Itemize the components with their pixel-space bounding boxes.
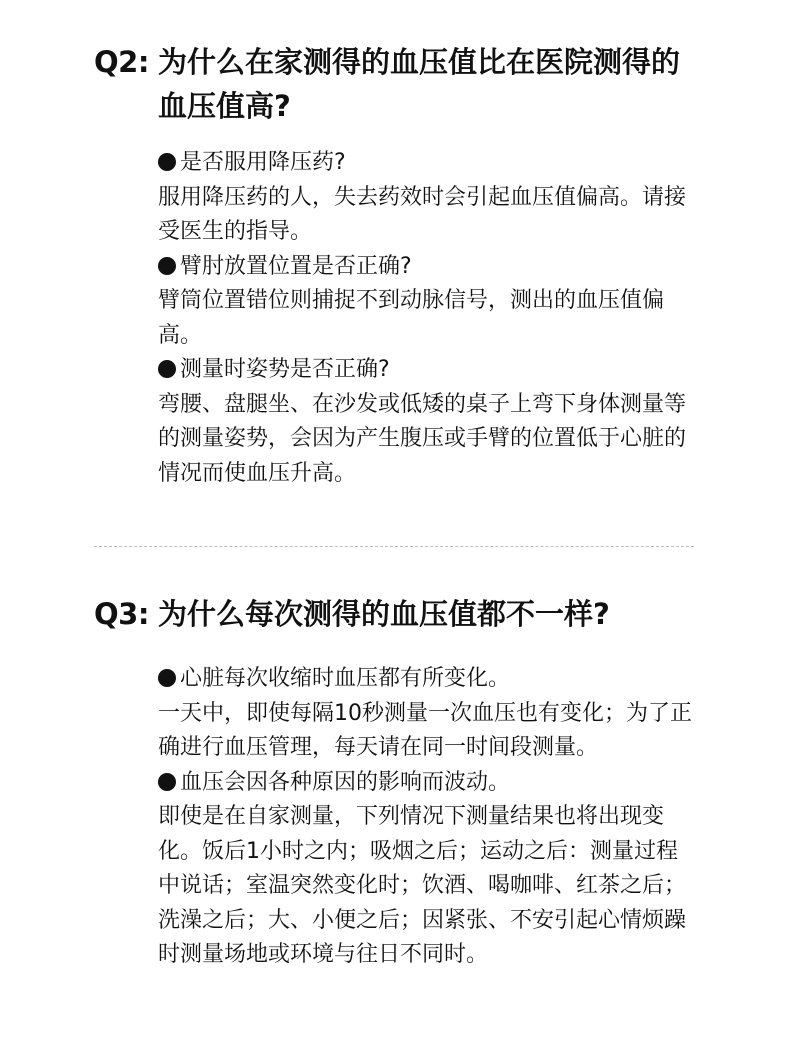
q2-title: 为什么在家测得的血压值比在医院测得的血压值高? <box>158 45 681 123</box>
q2-item-1-heading <box>158 146 698 181</box>
q2-answer <box>158 146 698 491</box>
q2-label: Q2: <box>94 45 149 79</box>
q2-item-2-heading-text: 臂肘放置位置是否正确? <box>180 253 412 279</box>
bullet-dot-icon <box>158 257 176 275</box>
bullet-dot-icon <box>158 360 176 378</box>
q2-item-1-heading-text: 是否服用降压药? <box>180 150 346 175</box>
q3-question <box>94 592 698 636</box>
q2-item-3-heading <box>158 353 698 388</box>
q2-item-2-text: 臂筒位置错位则捕捉不到动脉信号，测出的血压值偏高。 <box>158 288 665 348</box>
q3-item-1-heading <box>158 662 698 697</box>
q3-title: 为什么每次测得的血压值都不一样? <box>158 597 610 631</box>
bullet-dot-icon <box>158 669 176 687</box>
q2-question <box>94 40 698 128</box>
q2-item-3-heading-text: 测量时姿势是否正确? <box>180 357 390 382</box>
q3-item-2-heading-text: 血压会因各种原因的影响而波动。 <box>180 769 511 795</box>
q3-answer <box>158 662 698 973</box>
q3-item-1-text: 一天中，即使每隔10秒测量一次血压也有变化；为了正确进行血压管理，每天请在同一时间段测量。 <box>158 700 692 760</box>
bullet-dot-icon <box>158 153 176 171</box>
q2-item-2-heading <box>158 250 698 285</box>
q2-item-1-text: 服用降压药的人，失去药效时会引起血压值偏高。请接受医生的指导。 <box>158 184 687 244</box>
section-divider <box>94 546 694 547</box>
q3-item-1-heading-text: 心脏每次收缩时血压都有所变化。 <box>180 666 511 691</box>
bullet-dot-icon <box>158 773 176 791</box>
q3-item-2-heading <box>158 766 698 801</box>
q3-label: Q3: <box>94 597 149 631</box>
q2-item-3-text: 弯腰、盘腿坐、在沙发或低矮的桌子上弯下身体测量等的测量姿势，会因为产生腹压或手臂的位置低于心脏的情况而使血压升高。 <box>158 391 687 486</box>
q3-item-2-text: 即使是在自家测量，下列情况下测量结果也将出现变化。饭后1小时之内；吸烟之后；运动之后：测量过程中说话；室温突然变化时；饮酒、喝咖啡、红茶之后；洗澡之后；大、小便之后；因紧张、不安引起心情烦躁时测量场地或环境与往日不同时。 <box>158 804 687 967</box>
